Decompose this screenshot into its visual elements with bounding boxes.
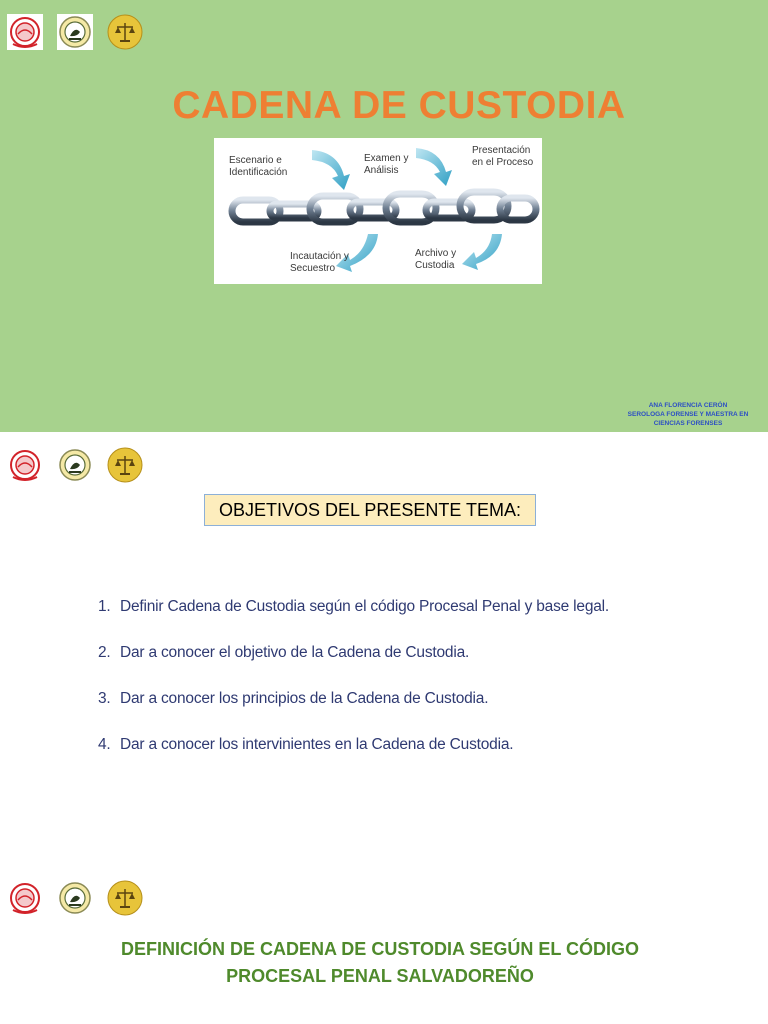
forensic-institute-emblem-icon [57, 14, 93, 50]
item-number: 1. [98, 598, 111, 615]
slide-title [0, 0, 768, 432]
author-credit [622, 401, 754, 428]
label-examen: Examen y Análisis [364, 153, 409, 176]
definition-title [0, 936, 760, 990]
chain-of-custody-diagram [214, 138, 542, 284]
definition-title-line: DEFINICIÓN DE CADENA DE CUSTODIA SEGÚN EL CÓDIGO [120, 939, 640, 959]
justice-scales-emblem-icon [107, 14, 143, 50]
objectives-heading: OBJETIVOS DEL PRESENTE TEMA: [218, 499, 522, 520]
university-seal-icon [7, 447, 43, 483]
list-item [98, 598, 718, 644]
label-presentacion: Presentación en el Proceso [472, 145, 534, 168]
item-text: Definir Cadena de Custodia según el código Procesal Penal y base legal. [120, 598, 610, 615]
item-number: 3. [98, 690, 111, 707]
item-number: 2. [98, 644, 111, 661]
item-text: Dar a conocer el objetivo de la Cadena de Custodia. [120, 644, 470, 661]
slide-title-text: CADENA DE CUSTODIA [172, 84, 626, 127]
curved-arrow-icon [416, 148, 452, 186]
slide-definition [0, 856, 768, 1024]
forensic-institute-emblem-icon [57, 880, 93, 916]
objectives-heading-box [204, 494, 536, 526]
label-escenario: Escenario e Identificación [229, 155, 288, 178]
item-text: Dar a conocer los intervinientes en la Cadena de Custodia. [120, 736, 514, 753]
list-item [98, 736, 718, 782]
list-item [98, 644, 718, 690]
logo-strip [7, 14, 143, 50]
label-incautacion: Incautación y Secuestro [290, 251, 349, 274]
credit-line: SEROLOGA FORENSE Y MAESTRA EN [627, 411, 749, 418]
credit-line: CIENCIAS FORENSES [653, 420, 723, 427]
list-item [98, 690, 718, 736]
objectives-list [98, 598, 718, 782]
chain-links [232, 192, 536, 222]
justice-scales-emblem-icon [107, 447, 143, 483]
label-archivo: Archivo y Custodia [415, 248, 457, 271]
forensic-institute-emblem-icon [57, 447, 93, 483]
item-number: 4. [98, 736, 111, 753]
logo-strip [7, 880, 143, 916]
justice-scales-emblem-icon [107, 880, 143, 916]
university-seal-icon [7, 14, 43, 50]
university-seal-icon [7, 880, 43, 916]
item-text: Dar a conocer los principios de la Cadena de Custodia. [120, 690, 489, 707]
curved-arrow-icon [312, 150, 350, 190]
credit-line: ANA FLORENCIA CERÓN [648, 402, 728, 409]
slide-objectives [0, 432, 768, 856]
logo-strip [7, 447, 143, 483]
curved-arrow-icon [462, 234, 502, 270]
definition-title-line: PROCESAL PENAL SALVADOREÑO [226, 966, 534, 986]
